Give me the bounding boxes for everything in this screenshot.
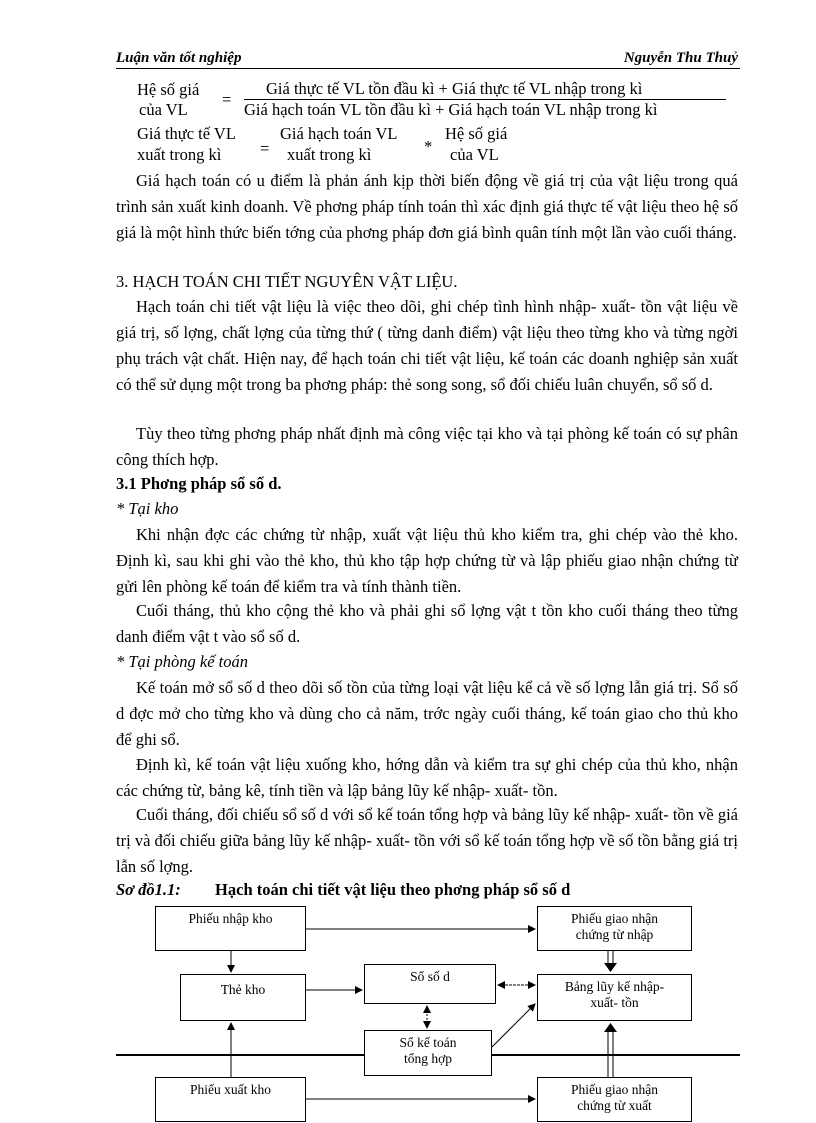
section-3-heading: 3. HẠCH TOÁN CHI TIẾT NGUYÊN VẬT LIỆU. xyxy=(116,272,458,291)
formula2-c2: của VL xyxy=(450,145,499,164)
diagram-label: Sơ đồ1.1: xyxy=(116,880,181,899)
paragraph-5: Cuối tháng, thủ kho cộng thẻ kho và phải ghi sổ lợng vật t tồn kho cuối tháng theo từng danh điểm vật t vào sổ số d. xyxy=(116,601,738,646)
formula2-c1: Hệ số giá xyxy=(445,124,508,143)
box-phieu-giao-nhan-xuat-line2: chứng từ xuất xyxy=(577,1098,652,1113)
formula2-b2: xuất trong kì xyxy=(287,145,372,164)
paragraph-2: Hạch toán chi tiết vật liệu là việc theo dõi, ghi chép tình hình nhập- xuất- tồn vật liệu về giá trị, số lợng, chất lợng của từng thứ ( từng danh điểm) vật liệu theo từng kho và từng ngời phụ trách vật chất. Hiện nay, để hạch toán chi tiết vật liệu, kế toán các doanh nghiệp sản xuất có thể sử dụng một trong ba phơng pháp: thẻ song song, sổ đối chiếu luân chuyển, sổ số d. xyxy=(116,297,738,394)
formula2-b1: Giá hạch toán VL xyxy=(280,124,398,143)
box-so-so-du xyxy=(364,964,496,1004)
header-right: Nguyễn Thu Thuỷ xyxy=(623,50,738,66)
box-so-so-du-label: Sổ số d xyxy=(410,969,450,984)
box-bang-luy-ke-line2: xuất- tồn xyxy=(590,995,639,1010)
subheading-tai-phong-ke-toan: * Tại phòng kế toán xyxy=(116,652,248,671)
box-phieu-nhap-kho-label: Phiếu nhập kho xyxy=(188,911,273,926)
formula1-equals: = xyxy=(222,90,232,109)
subheading-tai-kho: * Tại kho xyxy=(116,499,179,518)
formula1-numerator: Giá thực tế VL tồn đầu kì + Giá thực tế VL nhập trong kì xyxy=(266,79,643,98)
paragraph-3: Tùy theo từng phơng pháp nhất định mà công việc tại kho và tại phòng kế toán có sự phân công thích hợp. xyxy=(116,424,738,469)
paragraph-1: Giá hạch toán có u điểm là phản ánh kịp thời biến động về giá trị của vật liệu trong quá trình sản xuất kinh doanh. Về phơng pháp tính toán thì xác định giá thực tế vật liệu theo hệ số giá là một hình thức biến tớng của phơng pháp đơn giá bình quân tính một lần vào cuối tháng. xyxy=(116,171,738,242)
header-left: Luận văn tốt nghiệp xyxy=(116,50,242,66)
section-3-1-heading: 3.1 Phơng pháp sổ số d. xyxy=(116,474,282,493)
box-the-kho xyxy=(180,974,306,1021)
arrow-giaonhan-nhap-to-bangluyke xyxy=(604,963,617,972)
arrow-soketoan-to-bangluyke xyxy=(492,1004,535,1047)
formula1-lhs-line2: của VL xyxy=(139,100,188,119)
box-phieu-nhap-kho xyxy=(155,906,306,951)
paragraph-4: Khi nhận đợc các chứng từ nhập, xuất vật liệu thủ kho kiểm tra, ghi chép vào thẻ kho. Định kì, sau khi ghi vào thẻ kho, thủ kho tập hợp chứng từ và lập phiếu giao nhận chứng từ gửi lên phòng kế toán để kiểm tra và tính thành tiền. xyxy=(116,525,738,596)
formula2-times: * xyxy=(424,137,433,156)
box-phieu-xuat-kho xyxy=(155,1077,306,1122)
box-so-ke-toan-tong-hop xyxy=(364,1030,492,1076)
formula1-lhs-line1: Hệ số giá xyxy=(137,80,200,99)
box-phieu-giao-nhan-nhap-line2: chứng từ nhập xyxy=(575,927,654,942)
box-phieu-giao-nhan-nhap-line1: Phiếu giao nhận xyxy=(571,911,658,926)
formula1-denominator: Giá hạch toán VL tồn đầu kì + Giá hạch toán VL nhập trong kì xyxy=(244,100,658,119)
diagram-title: Hạch toán chi tiết vật liệu theo phơng pháp sổ số d xyxy=(215,880,571,899)
formula2-a1: Giá thực tế VL xyxy=(137,124,236,143)
arrow-giaonhan-xuat-to-bangluyke xyxy=(604,1023,617,1032)
formula2-a2: xuất trong kì xyxy=(137,145,222,164)
box-phieu-xuat-kho-label: Phiếu xuất kho xyxy=(190,1082,271,1097)
box-so-ke-toan-line1: Sổ kế toán xyxy=(399,1035,457,1050)
box-so-ke-toan-line2: tổng hợp xyxy=(403,1051,452,1066)
box-phieu-giao-nhan-xuat xyxy=(537,1077,692,1122)
paragraph-7: Định kì, kế toán vật liệu xuống kho, hớng dẫn và kiểm tra sự ghi chép của thủ kho, nhận các chứng từ, bảng kê, tính tiền và lập bảng lũy kế nhập- xuất- tồn. xyxy=(116,755,738,800)
box-bang-luy-ke-line1: Bảng lũy kế nhập- xyxy=(564,979,665,994)
box-the-kho-label: Thẻ kho xyxy=(220,982,266,997)
box-phieu-giao-nhan-xuat-line1: Phiếu giao nhận xyxy=(571,1082,658,1097)
paragraph-6: Kế toán mở sổ số d theo dõi số tồn của từng loại vật liệu kể cả về số lợng lẫn giá trị. Sổ số d đợc mở cho từng kho và dùng cho cả năm, trớc ngày cuối tháng, kế toán giao cho thủ kho để ghi sổ. xyxy=(116,678,738,749)
box-phieu-giao-nhan-nhap xyxy=(537,906,692,951)
box-bang-luy-ke xyxy=(537,974,692,1021)
paragraph-8: Cuối tháng, đối chiếu sổ số d với sổ kế toán tổng hợp và bảng lũy kế nhập- xuất- tồn về giá trị và đối chiếu giữa bảng lũy kế nhập- xuất- tồn với sổ kế toán tổng hợp về số tồn bằng giá trị lẫn số lợng. xyxy=(116,805,738,876)
formula2-equals: = xyxy=(260,139,270,158)
